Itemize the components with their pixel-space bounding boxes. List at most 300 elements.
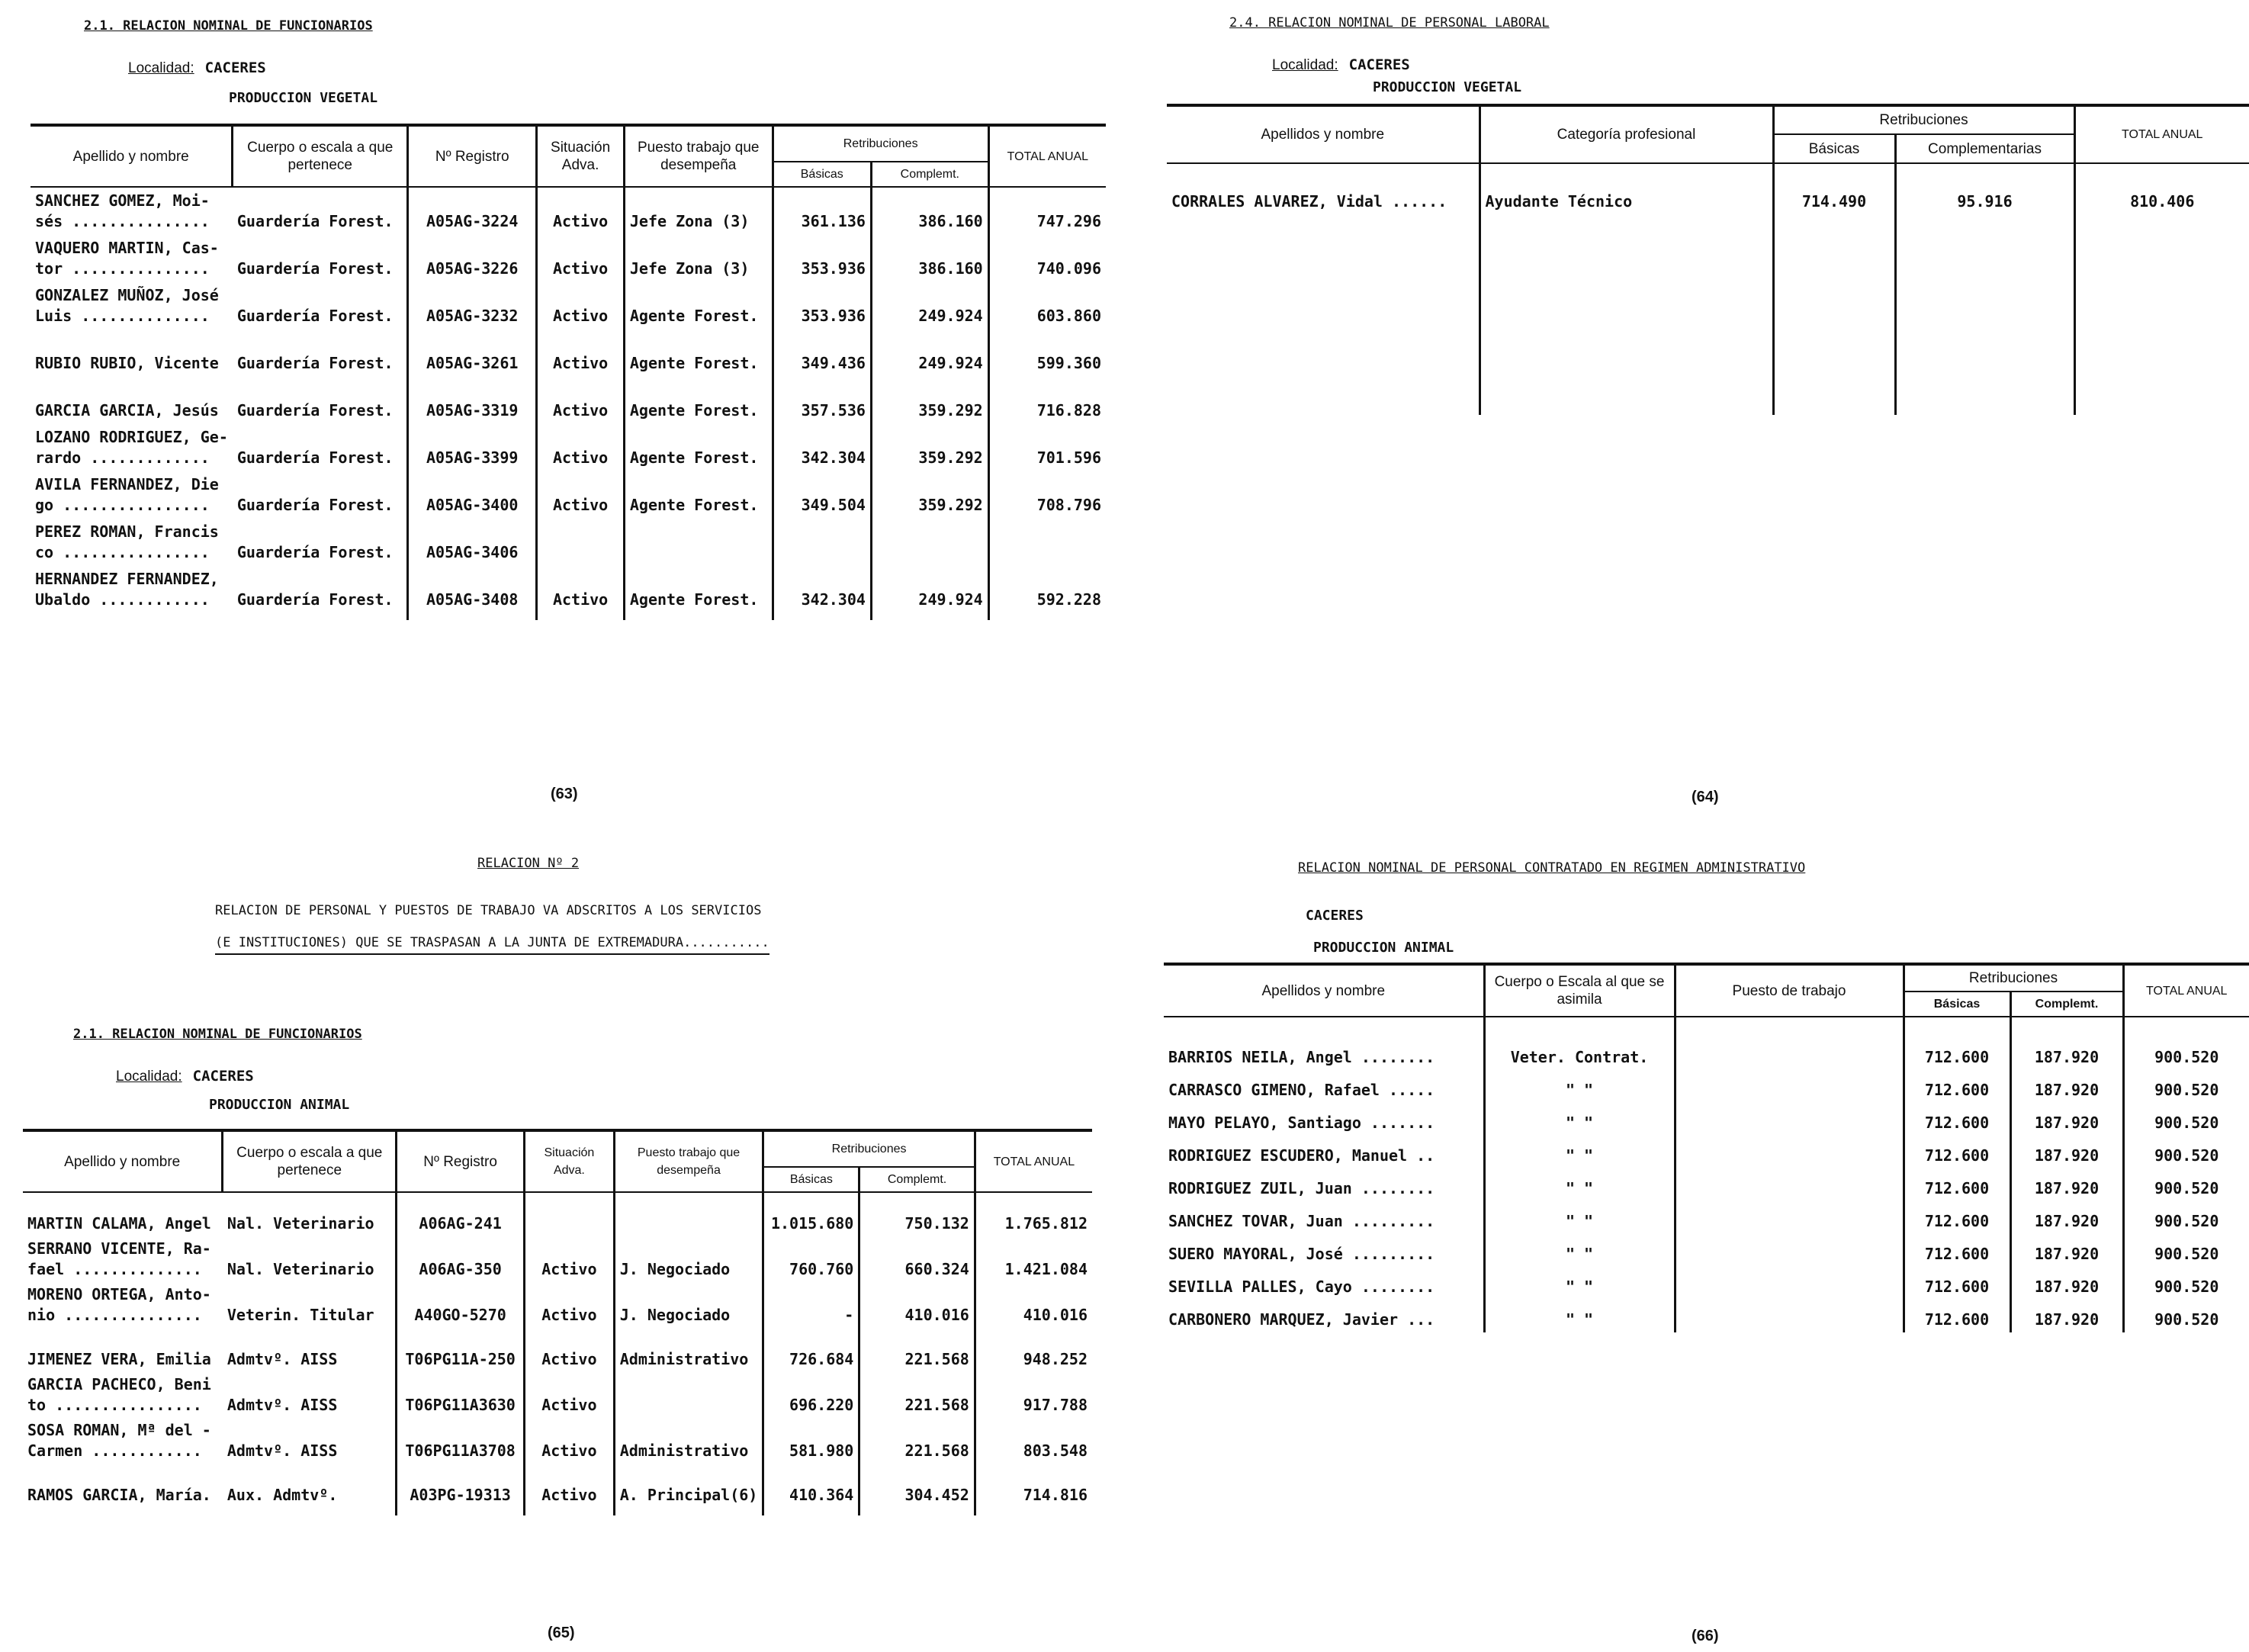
basicas-cell: 1.015.680 [763,1192,859,1236]
spacer-cell [23,1508,223,1515]
puesto-cell: A. Principal(6) [614,1464,763,1508]
cuerpo-cell: " " [1484,1168,1675,1201]
registro-cell: A40GO-5270 [397,1282,525,1328]
total-cell: 900.520 [2154,1081,2219,1099]
funcionarios-table [23,1129,1092,1515]
puesto-cell [1675,1300,1904,1332]
name-cell: CARBONERO MARQUEZ, Javier ... [1164,1300,1484,1332]
situacion-cell: Activo [537,187,625,234]
col-apellidos: Apellidos y nombre [1164,964,1484,1017]
col-situacion: Situación Adva. [537,125,625,187]
localidad-line [128,59,266,77]
localidad-label: Localidad: [116,1069,182,1085]
table-row [1164,1136,2249,1168]
spacer-cell [773,612,871,620]
table-row [23,1372,1092,1418]
total-cell: 592.228 [1036,590,1101,609]
spacer-cell [988,612,1106,620]
basicas-cell: 581.980 [763,1418,859,1464]
cuerpo-cell: " " [1484,1201,1675,1234]
table-row [23,1418,1092,1464]
col-basicas: Básicas [1773,134,1895,163]
complem-cell: 187.920 [2010,1136,2123,1168]
col-retribuciones: Retribuciones [1773,105,2074,134]
basicas-cell: 342.304 [773,423,871,471]
basicas-cell [773,518,871,565]
cuerpo-cell: Guardería Forest. [233,376,408,423]
name-line-2: fael .............. [27,1260,202,1278]
total-cell: 410.016 [1023,1306,1088,1324]
table-row [31,518,1106,565]
basicas-cell: 349.436 [773,329,871,376]
complem-cell: 359.292 [871,376,988,423]
total-cell: 900.520 [2154,1114,2219,1132]
puesto-cell: J. Negociado [614,1282,763,1328]
name-cell [23,1236,223,1282]
section-title: 2.1. RELACION NOMINAL DE FUNCIONARIOS [73,1027,362,1042]
name-cell [31,518,233,565]
name-cell: RODRIGUEZ ZUIL, Juan ........ [1164,1168,1484,1201]
localidad-label: Localidad: [128,60,194,76]
cuerpo-cell: Guardería Forest. [233,281,408,329]
total-cell: 900.520 [2154,1146,2219,1165]
situacion-cell: Activo [537,423,625,471]
puesto-cell [1675,1201,1904,1234]
total-cell: 701.596 [1036,448,1101,467]
table-body [1167,163,2249,415]
puesto-cell: Agente Forest. [624,281,773,329]
name-cell [23,1372,223,1418]
name-line-2: nio ............... [27,1306,202,1324]
complem-cell [871,518,988,565]
name-cell [23,1464,223,1508]
name-line-1: SOSA ROMAN, Mª del - [27,1421,211,1439]
cuerpo-cell: Nal. Veterinario [223,1192,397,1236]
table-row [23,1464,1092,1508]
name-line-1: MORENO ORTEGA, Anto- [27,1285,211,1303]
registro-cell: A05AG-3399 [408,423,537,471]
col-cuerpo: Cuerpo o escala a que pertenece [233,125,408,187]
puesto-cell [614,1372,763,1418]
spacer-cell [525,1508,615,1515]
puesto-cell [1675,1168,1904,1201]
table-body [23,1192,1092,1515]
complem-cell: 386.160 [871,234,988,281]
table-body [1164,1017,2249,1332]
total-cell: 714.816 [1023,1486,1088,1504]
name-cell: RODRIGUEZ ESCUDERO, Manuel .. [1164,1136,1484,1168]
situacion-cell: Activo [525,1328,615,1372]
col-basicas: Básicas [1904,992,2010,1017]
basicas-cell: 712.600 [1904,1168,2010,1201]
table-row [31,423,1106,471]
name-line-2: Carmen ............ [27,1441,202,1460]
table-row [1164,1168,2249,1201]
basicas-cell: 349.504 [773,471,871,518]
section-title: 2.1. RELACION NOMINAL DE FUNCIONARIOS [84,18,373,34]
registro-cell: A05AG-3319 [408,376,537,423]
name-line-2: GARCIA GARCIA, Jesús [35,401,219,419]
cuerpo-cell: Guardería Forest. [233,471,408,518]
registro-cell: A05AG-3400 [408,471,537,518]
name-line-2: sés ............... [35,212,210,230]
complem-cell: 187.920 [2010,1267,2123,1300]
cuerpo-cell: " " [1484,1103,1675,1136]
col-apellido: Apellido y nombre [31,125,233,187]
puesto-cell [1675,1267,1904,1300]
localidad-value: CACERES [1348,56,1410,73]
col-retribuciones: Retribuciones [1904,964,2123,992]
basicas-cell: 760.760 [763,1236,859,1282]
localidad-value: CACERES [204,59,266,76]
name-line-1: AVILA FERNANDEZ, Die [35,475,219,493]
situacion-cell: Activo [525,1372,615,1418]
complem-cell: 359.292 [871,423,988,471]
total-cell: 1.421.084 [1004,1260,1088,1278]
total-cell: 1.765.812 [1004,1214,1088,1233]
cuerpo-cell: Aux. Admtvº. [223,1464,397,1508]
col-registro: Nº Registro [397,1130,525,1192]
cuerpo-cell: Guardería Forest. [233,565,408,612]
name-line-1: SANCHEZ GOMEZ, Moi- [35,191,210,210]
cuerpo-cell: Guardería Forest. [233,187,408,234]
col-retribuciones: Retribuciones [773,125,988,162]
table-row [31,281,1106,329]
basicas-cell: 357.536 [773,376,871,423]
col-registro: Nº Registro [408,125,537,187]
spacer-row [31,612,1106,620]
registro-cell: A03PG-19313 [397,1464,525,1508]
name-cell: SUERO MAYORAL, José ......... [1164,1234,1484,1267]
basicas-cell: 712.600 [1904,1070,2010,1103]
col-situacion: Situación Adva. [525,1130,615,1192]
name-cell [31,281,233,329]
col-apellido: Apellido y nombre [23,1130,223,1192]
intro-line-1: RELACION DE PERSONAL Y PUESTOS DE TRABAJO VA ADSCRITOS A LOS SERVICIOS [215,903,762,918]
table-row [1164,1103,2249,1136]
total-cell: 708.796 [1036,496,1101,514]
col-complem: Complemt. [871,162,988,187]
spacer-cell [31,612,233,620]
registro-cell: T06PG11A-250 [397,1328,525,1372]
basicas-cell: 712.600 [1904,1103,2010,1136]
total-cell: 599.360 [1036,354,1101,372]
total-cell: 948.252 [1023,1350,1088,1368]
name-line-2: RUBIO RUBIO, Vicente [35,354,219,372]
cuerpo-cell: " " [1484,1300,1675,1332]
intro-line-2: (E INSTITUCIONES) QUE SE TRASPASAN A LA JUNTA DE EXTREMADURA........... [215,935,769,955]
complem-cell: 386.160 [871,187,988,234]
puesto-cell [624,518,773,565]
basicas-cell: 712.600 [1904,1136,2010,1168]
name-line-2: JIMENEZ VERA, Emilia [27,1350,211,1368]
spacer-cell [223,1508,397,1515]
situacion-cell: Activo [525,1464,615,1508]
basicas-cell: 712.600 [1904,1017,2010,1070]
spacer-cell [624,612,773,620]
complem-cell: 187.920 [2010,1201,2123,1234]
col-total: TOTAL ANUAL [2123,964,2249,1017]
name-cell [31,471,233,518]
total-cell: 747.296 [1036,212,1101,230]
name-cell: CORRALES ALVAREZ, Vidal ...... [1167,163,1480,239]
total-cell: 603.860 [1036,307,1101,325]
cuerpo-cell: Guardería Forest. [233,518,408,565]
puesto-cell [1675,1017,1904,1070]
complem-cell: 660.324 [859,1236,975,1282]
funcionarios-table [31,124,1106,620]
page-number: (66) [1692,1628,1719,1644]
name-cell [23,1282,223,1328]
name-cell [31,376,233,423]
basicas-cell: 353.936 [773,234,871,281]
col-categoria: Categoría profesional [1480,105,1773,163]
total-cell: 900.520 [2154,1179,2219,1197]
name-line-1: SERRANO VICENTE, Ra- [27,1239,211,1258]
basicas-cell: 714.490 [1773,163,1895,239]
basicas-cell: 696.220 [763,1372,859,1418]
puesto-cell: Agente Forest. [624,565,773,612]
cuerpo-cell: " " [1484,1136,1675,1168]
spacer-cell [614,1508,763,1515]
col-total: TOTAL ANUAL [975,1130,1092,1192]
basicas-cell: 353.936 [773,281,871,329]
name-cell [31,234,233,281]
basicas-cell: 712.600 [1904,1267,2010,1300]
puesto-cell [1675,1103,1904,1136]
cuerpo-cell: Guardería Forest. [233,234,408,281]
table-row [1164,1267,2249,1300]
puesto-cell: Agente Forest. [624,423,773,471]
name-cell [31,423,233,471]
col-cuerpo: Cuerpo o Escala al que se asimila [1484,964,1675,1017]
col-complem: Complemt. [2010,992,2123,1017]
situacion-cell: Activo [537,565,625,612]
laboral-table [1167,104,2249,415]
complem-cell: 187.920 [2010,1070,2123,1103]
table-row [23,1192,1092,1236]
puesto-cell [1675,1070,1904,1103]
puesto-cell: Jefe Zona (3) [624,234,773,281]
basicas-cell: 712.600 [1904,1234,2010,1267]
basicas-cell: 410.364 [763,1464,859,1508]
col-puesto: Puesto trabajo que desempeña [614,1130,763,1192]
name-line-2: tor ............... [35,259,210,278]
spacer-cell [1895,239,2074,415]
col-retribuciones: Retribuciones [763,1130,975,1167]
name-line-2: go ................ [35,496,210,514]
subtitle: PRODUCCION ANIMAL [209,1097,350,1113]
col-apellidos: Apellidos y nombre [1167,105,1480,163]
table-row [31,234,1106,281]
name-cell: SEVILLA PALLES, Cayo ........ [1164,1267,1484,1300]
table-row [1164,1070,2249,1103]
table-row [23,1282,1092,1328]
name-line-2: to ................ [27,1396,202,1414]
page-number: (65) [548,1625,575,1641]
table-row [1164,1234,2249,1267]
situacion-cell [537,518,625,565]
cuerpo-cell: Veter. Contrat. [1484,1017,1675,1070]
complem-cell: 221.568 [859,1372,975,1418]
cuerpo-cell: Admtvº. AISS [223,1328,397,1372]
table-row [31,376,1106,423]
registro-cell: A06AG-241 [397,1192,525,1236]
page-number: (63) [551,786,578,802]
col-puesto: Puesto de trabajo [1675,964,1904,1017]
cuerpo-cell: " " [1484,1234,1675,1267]
spacer-cell [859,1508,975,1515]
complem-cell: 410.016 [859,1282,975,1328]
subtitle: PRODUCCION ANIMAL [1313,940,1454,956]
col-complementarias: Complementarias [1895,134,2074,163]
section-title: RELACION NOMINAL DE PERSONAL CONTRATADO EN REGIMEN ADMINISTRATIVO [1298,860,1806,876]
complem-cell: 187.920 [2010,1300,2123,1332]
cuerpo-cell: Guardería Forest. [233,423,408,471]
complem-cell: 187.920 [2010,1168,2123,1201]
name-line-2: Ubaldo ............ [35,590,210,609]
categoria-cell: Ayudante Técnico [1480,163,1773,239]
section-title: 2.4. RELACION NOMINAL DE PERSONAL LABORAL [1229,15,1550,31]
situacion-cell: Activo [525,1282,615,1328]
registro-cell: A05AG-3261 [408,329,537,376]
name-cell [31,329,233,376]
name-cell [23,1192,223,1236]
table-body [31,187,1106,620]
cuerpo-cell: " " [1484,1267,1675,1300]
situacion-cell: Activo [525,1236,615,1282]
spacer-cell [975,1508,1092,1515]
total-cell: 810.406 [2130,192,2195,211]
total-cell: 900.520 [2154,1278,2219,1296]
cuerpo-cell: Nal. Veterinario [223,1236,397,1282]
table-row [23,1236,1092,1282]
registro-cell: T06PG11A3630 [397,1372,525,1418]
name-line-2: rardo ............. [35,448,210,467]
registro-cell: T06PG11A3708 [397,1418,525,1464]
complem-cell: 304.452 [859,1464,975,1508]
basicas-cell: 361.136 [773,187,871,234]
page-number: (64) [1692,789,1719,805]
subtitle: PRODUCCION VEGETAL [1373,79,1522,95]
cuerpo-cell: Admtvº. AISS [223,1372,397,1418]
localidad-value: CACERES [192,1068,254,1085]
table-row [31,329,1106,376]
name-line-2: MARTIN CALAMA, Angel [27,1214,211,1233]
complem-cell: 221.568 [859,1418,975,1464]
table-row [23,1328,1092,1372]
puesto-cell: Jefe Zona (3) [624,187,773,234]
name-line-1: GONZALEZ MUÑOZ, José [35,286,219,304]
spacer-cell [2074,239,2249,415]
puesto-cell: Agente Forest. [624,329,773,376]
complem-cell: 359.292 [871,471,988,518]
col-total: TOTAL ANUAL [988,125,1106,187]
cuerpo-cell: " " [1484,1070,1675,1103]
name-line-1: VAQUERO MARTIN, Cas- [35,239,219,257]
total-cell: 803.548 [1023,1441,1088,1460]
registro-cell: A06AG-350 [397,1236,525,1282]
table-row [1164,1017,2249,1070]
spacer-cell [408,612,537,620]
situacion-cell: Activo [525,1418,615,1464]
complem-cell: 95.916 [1895,163,2074,239]
registro-cell: A05AG-3232 [408,281,537,329]
total-cell: 740.096 [1036,259,1101,278]
situacion-cell: Activo [537,234,625,281]
cuerpo-cell: Guardería Forest. [233,329,408,376]
puesto-cell: Administrativo [614,1328,763,1372]
situacion-cell [525,1192,615,1236]
total-cell [988,518,1106,565]
localidad-value: CACERES [1306,908,1364,924]
spacer-cell [1773,239,1895,415]
name-line-2: co ................ [35,543,210,561]
name-cell [31,187,233,234]
col-puesto: Puesto trabajo que desempeña [624,125,773,187]
name-cell [23,1418,223,1464]
table-row [1167,163,2249,239]
name-cell: BARRIOS NEILA, Angel ........ [1164,1017,1484,1070]
registro-cell: A05AG-3224 [408,187,537,234]
localidad-line [1272,56,1410,74]
complem-cell: 750.132 [859,1192,975,1236]
situacion-cell: Activo [537,329,625,376]
name-line-1: GARCIA PACHECO, Beni [27,1375,211,1393]
puesto-cell [1675,1136,1904,1168]
spacer-row [23,1508,1092,1515]
subtitle: PRODUCCION VEGETAL [229,90,378,106]
localidad-label: Localidad: [1272,57,1338,73]
complem-cell: 249.924 [871,565,988,612]
complem-cell: 187.920 [2010,1103,2123,1136]
table-row [31,565,1106,612]
spacer-cell [763,1508,859,1515]
col-cuerpo: Cuerpo o escala a que pertenece [223,1130,397,1192]
col-basicas: Básicas [773,162,871,187]
situacion-cell: Activo [537,281,625,329]
complem-cell: 249.924 [871,281,988,329]
basicas-cell: 712.600 [1904,1201,2010,1234]
cuerpo-cell: Veterin. Titular [223,1282,397,1328]
cuerpo-cell: Admtvº. AISS [223,1418,397,1464]
registro-cell: A05AG-3408 [408,565,537,612]
spacer-cell [871,612,988,620]
total-cell: 716.828 [1036,401,1101,419]
spacer-cell [233,612,408,620]
situacion-cell: Activo [537,376,625,423]
total-cell: 900.520 [2154,1212,2219,1230]
table-row [31,471,1106,518]
name-line-2: RAMOS GARCIA, María. [27,1486,211,1504]
complem-cell: 187.920 [2010,1017,2123,1070]
basicas-cell: 712.600 [1904,1300,2010,1332]
spacer-cell [1480,239,1773,415]
registro-cell: A05AG-3406 [408,518,537,565]
spacer-cell [1167,239,1480,415]
name-cell: SANCHEZ TOVAR, Juan ......... [1164,1201,1484,1234]
puesto-cell: Agente Forest. [624,471,773,518]
name-line-2: Luis .............. [35,307,210,325]
contratado-table [1164,963,2249,1332]
localidad-line [116,1068,254,1085]
name-line-1: HERNANDEZ FERNANDEZ, [35,570,219,588]
table-row [1164,1300,2249,1332]
complem-cell: 249.924 [871,329,988,376]
name-cell: CARRASCO GIMENO, Rafael ..... [1164,1070,1484,1103]
table-row [1164,1201,2249,1234]
basicas-cell: - [763,1282,859,1328]
